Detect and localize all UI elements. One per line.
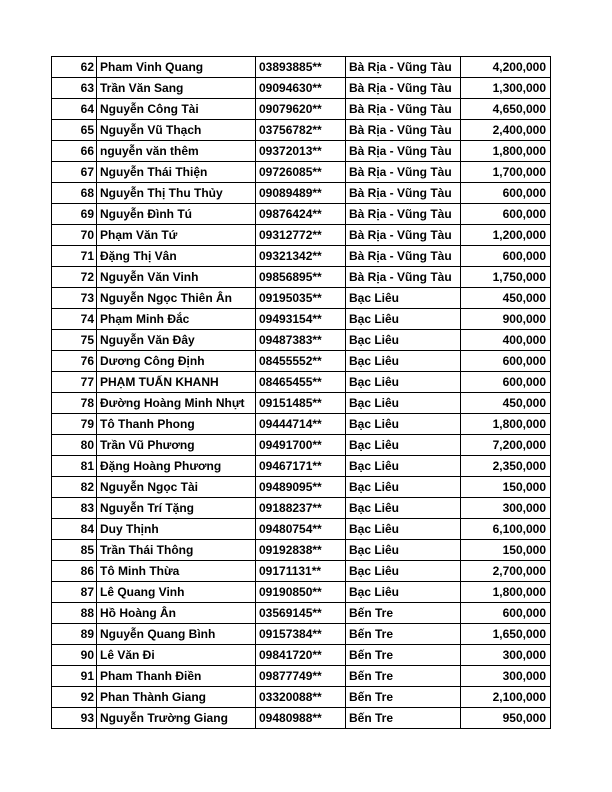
donation-amount-cell: 600,000 (461, 183, 551, 204)
row-number-cell: 69 (52, 204, 97, 225)
row-number-cell: 90 (52, 645, 97, 666)
donor-name-cell: Duy Thịnh (97, 519, 256, 540)
row-number-cell: 83 (52, 498, 97, 519)
donation-amount-cell: 4,200,000 (461, 57, 551, 78)
row-number-cell: 78 (52, 393, 97, 414)
province-cell: Bến Tre (346, 645, 461, 666)
phone-number-cell: 09321342** (256, 246, 346, 267)
phone-number-cell: 03320088** (256, 687, 346, 708)
table-row (52, 309, 551, 330)
donation-amount-cell: 600,000 (461, 603, 551, 624)
table-row (52, 414, 551, 435)
row-number-cell: 93 (52, 708, 97, 729)
table-row (52, 288, 551, 309)
donor-name-cell: Nguyễn Văn Vinh (97, 267, 256, 288)
donor-name-cell: Nguyễn Trường Giang (97, 708, 256, 729)
donor-name-cell: Phạm Văn Tứ (97, 225, 256, 246)
table-row (52, 540, 551, 561)
row-number-cell: 85 (52, 540, 97, 561)
province-cell: Bà Rịa - Vũng Tàu (346, 225, 461, 246)
phone-number-cell: 09726085** (256, 162, 346, 183)
donor-name-cell: nguyễn văn thêm (97, 141, 256, 162)
row-number-cell: 70 (52, 225, 97, 246)
province-cell: Bến Tre (346, 708, 461, 729)
phone-number-cell: 09192838** (256, 540, 346, 561)
table-row (52, 624, 551, 645)
donor-name-cell: Nguyễn Trí Tặng (97, 498, 256, 519)
row-number-cell: 86 (52, 561, 97, 582)
row-number-cell: 72 (52, 267, 97, 288)
province-cell: Bạc Liêu (346, 456, 461, 477)
phone-number-cell: 09856895** (256, 267, 346, 288)
row-number-cell: 64 (52, 99, 97, 120)
table-row (52, 666, 551, 687)
phone-number-cell: 09094630** (256, 78, 346, 99)
row-number-cell: 74 (52, 309, 97, 330)
province-cell: Bạc Liêu (346, 372, 461, 393)
donation-amount-cell: 1,800,000 (461, 141, 551, 162)
donor-name-cell: PHẠM TUẤN KHANH (97, 372, 256, 393)
phone-number-cell: 09188237** (256, 498, 346, 519)
table-row (52, 687, 551, 708)
donor-name-cell: Nguyễn Thị Thu Thủy (97, 183, 256, 204)
row-number-cell: 76 (52, 351, 97, 372)
donation-amount-cell: 4,650,000 (461, 99, 551, 120)
phone-number-cell: 09195035** (256, 288, 346, 309)
table-row (52, 582, 551, 603)
donation-amount-cell: 1,300,000 (461, 78, 551, 99)
donation-amount-cell: 1,700,000 (461, 162, 551, 183)
donation-amount-cell: 1,200,000 (461, 225, 551, 246)
donor-name-cell: Tô Thanh Phong (97, 414, 256, 435)
donor-name-cell: Đường Hoàng Minh Nhựt (97, 393, 256, 414)
table-row (52, 435, 551, 456)
phone-number-cell: 09487383** (256, 330, 346, 351)
donation-amount-cell: 150,000 (461, 477, 551, 498)
province-cell: Bạc Liêu (346, 561, 461, 582)
row-number-cell: 75 (52, 330, 97, 351)
donor-name-cell: Nguyễn Văn Đây (97, 330, 256, 351)
phone-number-cell: 09480988** (256, 708, 346, 729)
province-cell: Bến Tre (346, 624, 461, 645)
row-number-cell: 65 (52, 120, 97, 141)
donation-amount-cell: 600,000 (461, 246, 551, 267)
row-number-cell: 66 (52, 141, 97, 162)
donation-amount-cell: 1,650,000 (461, 624, 551, 645)
province-cell: Bà Rịa - Vũng Tàu (346, 120, 461, 141)
phone-number-cell: 08455552** (256, 351, 346, 372)
province-cell: Bà Rịa - Vũng Tàu (346, 99, 461, 120)
phone-number-cell: 09151485** (256, 393, 346, 414)
table-row (52, 372, 551, 393)
donor-name-cell: Hồ Hoàng Ân (97, 603, 256, 624)
table-row (52, 120, 551, 141)
province-cell: Bạc Liêu (346, 351, 461, 372)
donation-amount-cell: 450,000 (461, 393, 551, 414)
table-row (52, 498, 551, 519)
donation-amount-cell: 2,100,000 (461, 687, 551, 708)
donor-name-cell: Nguyễn Ngọc Thiên Ân (97, 288, 256, 309)
province-cell: Bạc Liêu (346, 519, 461, 540)
row-number-cell: 91 (52, 666, 97, 687)
donor-name-cell: Dương Công Định (97, 351, 256, 372)
donor-name-cell: Trần Thái Thông (97, 540, 256, 561)
donor-table (51, 56, 551, 729)
donation-amount-cell: 300,000 (461, 666, 551, 687)
phone-number-cell: 09491700** (256, 435, 346, 456)
phone-number-cell: 09467171** (256, 456, 346, 477)
donation-amount-cell: 1,800,000 (461, 414, 551, 435)
phone-number-cell: 03569145** (256, 603, 346, 624)
donation-amount-cell: 400,000 (461, 330, 551, 351)
table-row (52, 708, 551, 729)
table-row (52, 246, 551, 267)
phone-number-cell: 09372013** (256, 141, 346, 162)
row-number-cell: 84 (52, 519, 97, 540)
row-number-cell: 73 (52, 288, 97, 309)
province-cell: Bến Tre (346, 687, 461, 708)
donation-amount-cell: 600,000 (461, 351, 551, 372)
donation-amount-cell: 7,200,000 (461, 435, 551, 456)
table-row (52, 267, 551, 288)
donation-amount-cell: 300,000 (461, 645, 551, 666)
row-number-cell: 63 (52, 78, 97, 99)
phone-number-cell: 09312772** (256, 225, 346, 246)
donor-name-cell: Phạm Minh Đắc (97, 309, 256, 330)
row-number-cell: 67 (52, 162, 97, 183)
donation-amount-cell: 2,700,000 (461, 561, 551, 582)
phone-number-cell: 09444714** (256, 414, 346, 435)
phone-number-cell: 09171131** (256, 561, 346, 582)
province-cell: Bạc Liêu (346, 540, 461, 561)
table-row (52, 57, 551, 78)
province-cell: Bà Rịa - Vũng Tàu (346, 141, 461, 162)
phone-number-cell: 09190850** (256, 582, 346, 603)
donation-amount-cell: 6,100,000 (461, 519, 551, 540)
donor-name-cell: Nguyễn Ngọc Tài (97, 477, 256, 498)
table-row (52, 603, 551, 624)
row-number-cell: 71 (52, 246, 97, 267)
row-number-cell: 79 (52, 414, 97, 435)
province-cell: Bạc Liêu (346, 477, 461, 498)
province-cell: Bạc Liêu (346, 330, 461, 351)
donor-name-cell: Pham Thanh Điền (97, 666, 256, 687)
province-cell: Bạc Liêu (346, 414, 461, 435)
table-row (52, 183, 551, 204)
donation-amount-cell: 900,000 (461, 309, 551, 330)
donation-amount-cell: 1,800,000 (461, 582, 551, 603)
row-number-cell: 62 (52, 57, 97, 78)
table-row (52, 204, 551, 225)
phone-number-cell: 09877749** (256, 666, 346, 687)
donor-name-cell: Trần Vũ Phương (97, 435, 256, 456)
table-row (52, 330, 551, 351)
donation-amount-cell: 450,000 (461, 288, 551, 309)
province-cell: Bạc Liêu (346, 435, 461, 456)
donor-name-cell: Pham Vinh Quang (97, 57, 256, 78)
table-row (52, 645, 551, 666)
donor-name-cell: Đặng Hoàng Phương (97, 456, 256, 477)
phone-number-cell: 09841720** (256, 645, 346, 666)
donor-name-cell: Lê Văn Đi (97, 645, 256, 666)
table-row (52, 351, 551, 372)
province-cell: Bà Rịa - Vũng Tàu (346, 267, 461, 288)
donation-amount-cell: 300,000 (461, 498, 551, 519)
donor-name-cell: Phan Thành Giang (97, 687, 256, 708)
row-number-cell: 89 (52, 624, 97, 645)
province-cell: Bà Rịa - Vũng Tàu (346, 204, 461, 225)
province-cell: Bà Rịa - Vũng Tàu (346, 183, 461, 204)
row-number-cell: 92 (52, 687, 97, 708)
province-cell: Bà Rịa - Vũng Tàu (346, 57, 461, 78)
phone-number-cell: 09089489** (256, 183, 346, 204)
province-cell: Bến Tre (346, 603, 461, 624)
phone-number-cell: 03893885** (256, 57, 346, 78)
donation-amount-cell: 150,000 (461, 540, 551, 561)
table-row (52, 456, 551, 477)
donor-name-cell: Nguyễn Công Tài (97, 99, 256, 120)
donor-name-cell: Nguyễn Vũ Thạch (97, 120, 256, 141)
phone-number-cell: 09493154** (256, 309, 346, 330)
row-number-cell: 87 (52, 582, 97, 603)
donation-amount-cell: 600,000 (461, 372, 551, 393)
province-cell: Bạc Liêu (346, 288, 461, 309)
phone-number-cell: 09480754** (256, 519, 346, 540)
donor-name-cell: Trần Văn Sang (97, 78, 256, 99)
province-cell: Bà Rịa - Vũng Tàu (346, 246, 461, 267)
province-cell: Bà Rịa - Vũng Tàu (346, 78, 461, 99)
row-number-cell: 88 (52, 603, 97, 624)
province-cell: Bến Tre (346, 666, 461, 687)
donor-name-cell: Nguyễn Quang Bình (97, 624, 256, 645)
row-number-cell: 81 (52, 456, 97, 477)
province-cell: Bạc Liêu (346, 582, 461, 603)
table-row (52, 393, 551, 414)
donor-name-cell: Lê Quang Vinh (97, 582, 256, 603)
table-row (52, 477, 551, 498)
donation-amount-cell: 600,000 (461, 204, 551, 225)
row-number-cell: 77 (52, 372, 97, 393)
phone-number-cell: 08465455** (256, 372, 346, 393)
donor-name-cell: Nguyễn Thái Thiện (97, 162, 256, 183)
donation-amount-cell: 950,000 (461, 708, 551, 729)
phone-number-cell: 09079620** (256, 99, 346, 120)
table-row (52, 78, 551, 99)
donor-name-cell: Nguyễn Đình Tú (97, 204, 256, 225)
table-row (52, 141, 551, 162)
province-cell: Bạc Liêu (346, 498, 461, 519)
row-number-cell: 80 (52, 435, 97, 456)
phone-number-cell: 09489095** (256, 477, 346, 498)
donation-amount-cell: 2,400,000 (461, 120, 551, 141)
table-row (52, 99, 551, 120)
phone-number-cell: 09157384** (256, 624, 346, 645)
table-row (52, 162, 551, 183)
phone-number-cell: 03756782** (256, 120, 346, 141)
donor-table-body (52, 57, 551, 729)
province-cell: Bà Rịa - Vũng Tàu (346, 162, 461, 183)
donor-name-cell: Tô Minh Thừa (97, 561, 256, 582)
donor-name-cell: Đặng Thị Vân (97, 246, 256, 267)
donation-amount-cell: 2,350,000 (461, 456, 551, 477)
table-row (52, 225, 551, 246)
row-number-cell: 82 (52, 477, 97, 498)
province-cell: Bạc Liêu (346, 393, 461, 414)
table-row (52, 561, 551, 582)
province-cell: Bạc Liêu (346, 309, 461, 330)
donation-amount-cell: 1,750,000 (461, 267, 551, 288)
row-number-cell: 68 (52, 183, 97, 204)
phone-number-cell: 09876424** (256, 204, 346, 225)
table-row (52, 519, 551, 540)
